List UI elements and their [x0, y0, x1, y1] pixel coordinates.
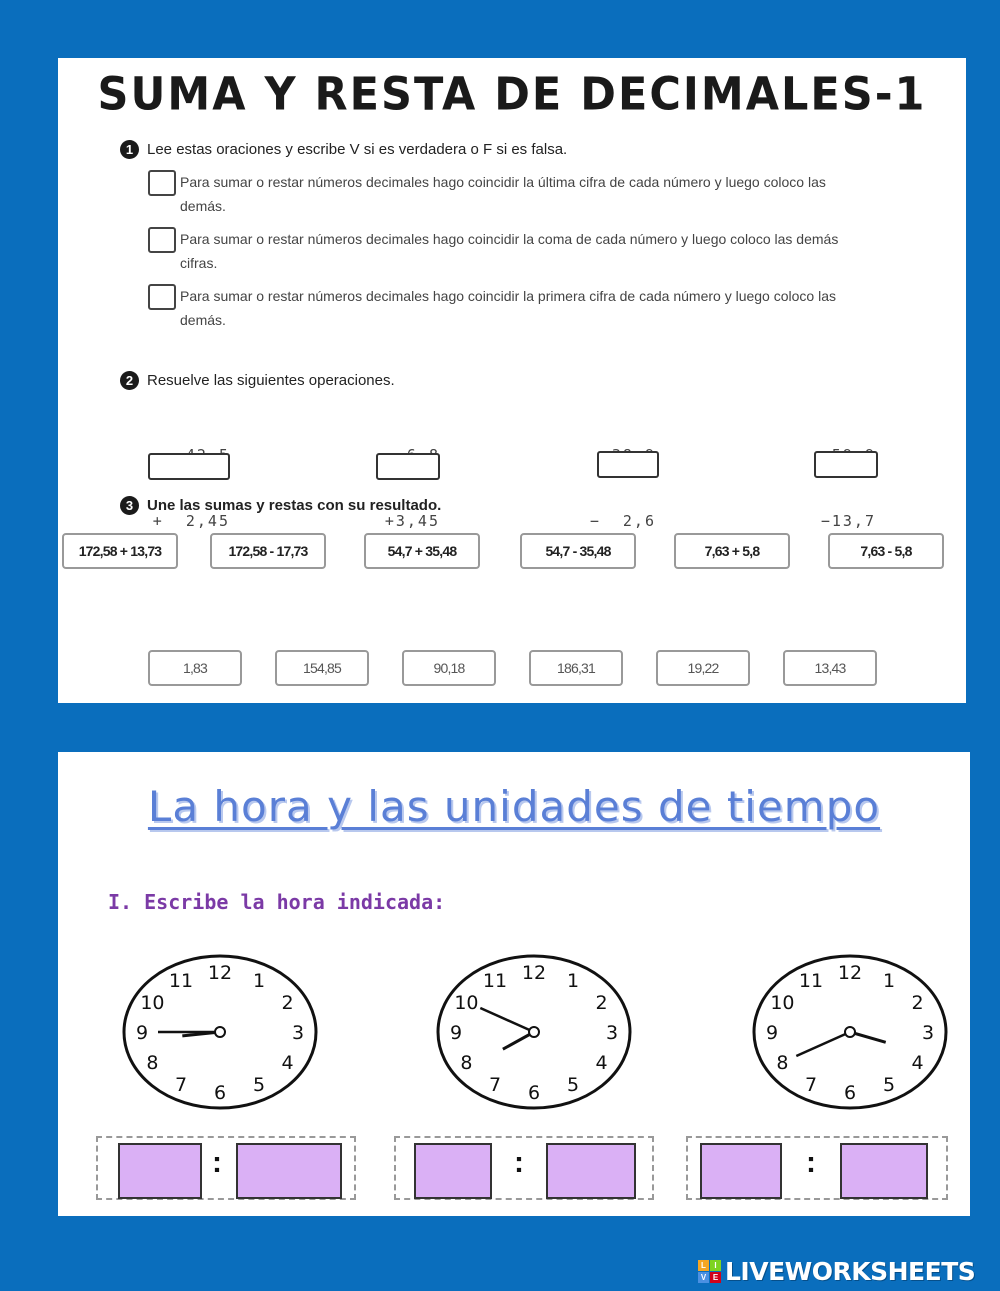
clock-2 — [434, 952, 634, 1112]
clock-number: 11 — [482, 970, 508, 993]
logo-letter: V — [698, 1272, 709, 1283]
question-1 — [120, 140, 567, 159]
time-worksheet — [58, 752, 970, 1216]
logo-letter: L — [698, 1260, 709, 1271]
clock-number: 4 — [281, 1052, 294, 1074]
clock-number: 1 — [252, 970, 266, 993]
question-2 — [120, 371, 395, 390]
clock-number: 6 — [843, 1082, 857, 1104]
clock-number: 7 — [174, 1073, 188, 1096]
minute-input[interactable] — [236, 1143, 342, 1199]
question-number: 1 — [120, 140, 139, 159]
clock-number: 10 — [454, 992, 479, 1014]
clock-number: 2 — [595, 992, 608, 1014]
question-number: 3 — [120, 496, 139, 515]
clock-center — [845, 1027, 855, 1037]
time-answer-1 — [96, 1136, 356, 1200]
operand-bottom: − 2,6 — [589, 512, 656, 530]
answer-box-1[interactable] — [148, 453, 230, 480]
clock-number: 3 — [605, 1022, 619, 1044]
clock-number: 5 — [566, 1073, 580, 1096]
clock-number: 11 — [798, 970, 824, 993]
clock-center — [529, 1027, 539, 1037]
decimals-worksheet — [58, 58, 966, 703]
expression-pill[interactable]: 54,7 - 35,48 — [520, 533, 636, 569]
answer-checkbox-3[interactable] — [148, 284, 176, 310]
clock-number: 8 — [146, 1052, 159, 1074]
operand-bottom: −13,7 — [820, 512, 876, 530]
answer-box-4[interactable] — [814, 451, 878, 478]
time-separator: : — [212, 1146, 222, 1179]
clock-number: 8 — [776, 1052, 789, 1074]
question-3 — [120, 496, 441, 515]
clock-number: 2 — [281, 992, 294, 1014]
clock-3 — [750, 952, 950, 1112]
expression-pill[interactable]: 7,63 - 5,8 — [828, 533, 944, 569]
clock-number: 10 — [770, 992, 795, 1014]
clock-number: 1 — [566, 970, 580, 993]
answer-checkbox-2[interactable] — [148, 227, 176, 253]
clock-number: 4 — [911, 1052, 924, 1074]
time-answer-2 — [394, 1136, 654, 1200]
worksheet-title: SUMA Y RESTA DE DECIMALES-1 — [97, 68, 927, 122]
time-separator: : — [514, 1146, 524, 1179]
result-pill[interactable]: 19,22 — [656, 650, 750, 686]
hour-input[interactable] — [414, 1143, 492, 1199]
answer-checkbox-1[interactable] — [148, 170, 176, 196]
expression-pill[interactable]: 54,7 + 35,48 — [364, 533, 480, 569]
answer-box-3[interactable] — [597, 451, 659, 478]
clock-number: 9 — [765, 1022, 779, 1044]
statement-text: Para sumar o restar números decimales hago coincidir la última cifra de cada número y luego coloco las demás. — [180, 174, 826, 214]
result-pill[interactable]: 13,43 — [783, 650, 877, 686]
clock-number: 5 — [882, 1073, 896, 1096]
statement-2 — [148, 227, 868, 275]
clock-number: 12 — [837, 962, 863, 984]
clock-number: 10 — [140, 992, 165, 1014]
clock-1 — [120, 952, 320, 1112]
result-pill[interactable]: 90,18 — [402, 650, 496, 686]
result-pill[interactable]: 186,31 — [529, 650, 623, 686]
clock-number: 2 — [911, 992, 924, 1014]
clock-number: 3 — [921, 1022, 935, 1044]
logo-letter: I — [710, 1260, 721, 1271]
clock-number: 6 — [527, 1082, 541, 1104]
clock-number: 11 — [168, 970, 194, 993]
operand-bottom: + 2,45 — [152, 512, 230, 530]
time-separator: : — [806, 1146, 816, 1179]
instruction: I. Escribe la hora indicada: — [108, 890, 446, 914]
logo-letter: E — [710, 1272, 721, 1283]
clock-number: 9 — [449, 1022, 463, 1044]
statement-3 — [148, 284, 868, 332]
expression-pill[interactable]: 172,58 + 13,73 — [62, 533, 178, 569]
clock-number: 12 — [207, 962, 233, 984]
brand[interactable] — [698, 1256, 975, 1286]
clock-number: 6 — [213, 1082, 227, 1104]
clock-number: 4 — [595, 1052, 608, 1074]
question-prompt: Resuelve las siguientes operaciones. — [147, 372, 395, 389]
hour-input[interactable] — [118, 1143, 202, 1199]
time-answer-3 — [686, 1136, 948, 1200]
question-number: 2 — [120, 371, 139, 390]
result-pill[interactable]: 1,83 — [148, 650, 242, 686]
minute-input[interactable] — [546, 1143, 636, 1199]
statement-1 — [148, 170, 868, 218]
worksheet-title: La hora y las unidades de tiempo — [147, 782, 881, 831]
clock-number: 7 — [804, 1073, 818, 1096]
statement-text: Para sumar o restar números decimales hago coincidir la primera cifra de cada número y luego coloco las demás. — [180, 288, 836, 328]
hour-input[interactable] — [700, 1143, 782, 1199]
brand-name: LIVEWORKSHEETS — [725, 1256, 976, 1286]
minute-input[interactable] — [840, 1143, 928, 1199]
operand-bottom: +3,45 — [384, 512, 440, 530]
statement-text: Para sumar o restar números decimales hago coincidir la coma de cada número y luego coloco las demás cifras. — [180, 231, 839, 271]
clock-center — [215, 1027, 225, 1037]
expression-pill[interactable]: 7,63 + 5,8 — [674, 533, 790, 569]
clock-number: 3 — [291, 1022, 305, 1044]
clock-number: 8 — [460, 1052, 473, 1074]
expression-pill[interactable]: 172,58 - 17,73 — [210, 533, 326, 569]
question-prompt: Une las sumas y restas con su resultado. — [147, 497, 442, 514]
clock-number: 7 — [488, 1073, 502, 1096]
clock-number: 12 — [521, 962, 547, 984]
clock-number: 1 — [882, 970, 896, 993]
clock-number: 9 — [135, 1022, 149, 1044]
question-prompt: Lee estas oraciones y escribe V si es verdadera o F si es falsa. — [147, 141, 568, 158]
brand-logo-icon — [698, 1260, 721, 1283]
answer-box-2[interactable] — [376, 453, 440, 480]
clock-number: 5 — [252, 1073, 266, 1096]
result-pill[interactable]: 154,85 — [275, 650, 369, 686]
